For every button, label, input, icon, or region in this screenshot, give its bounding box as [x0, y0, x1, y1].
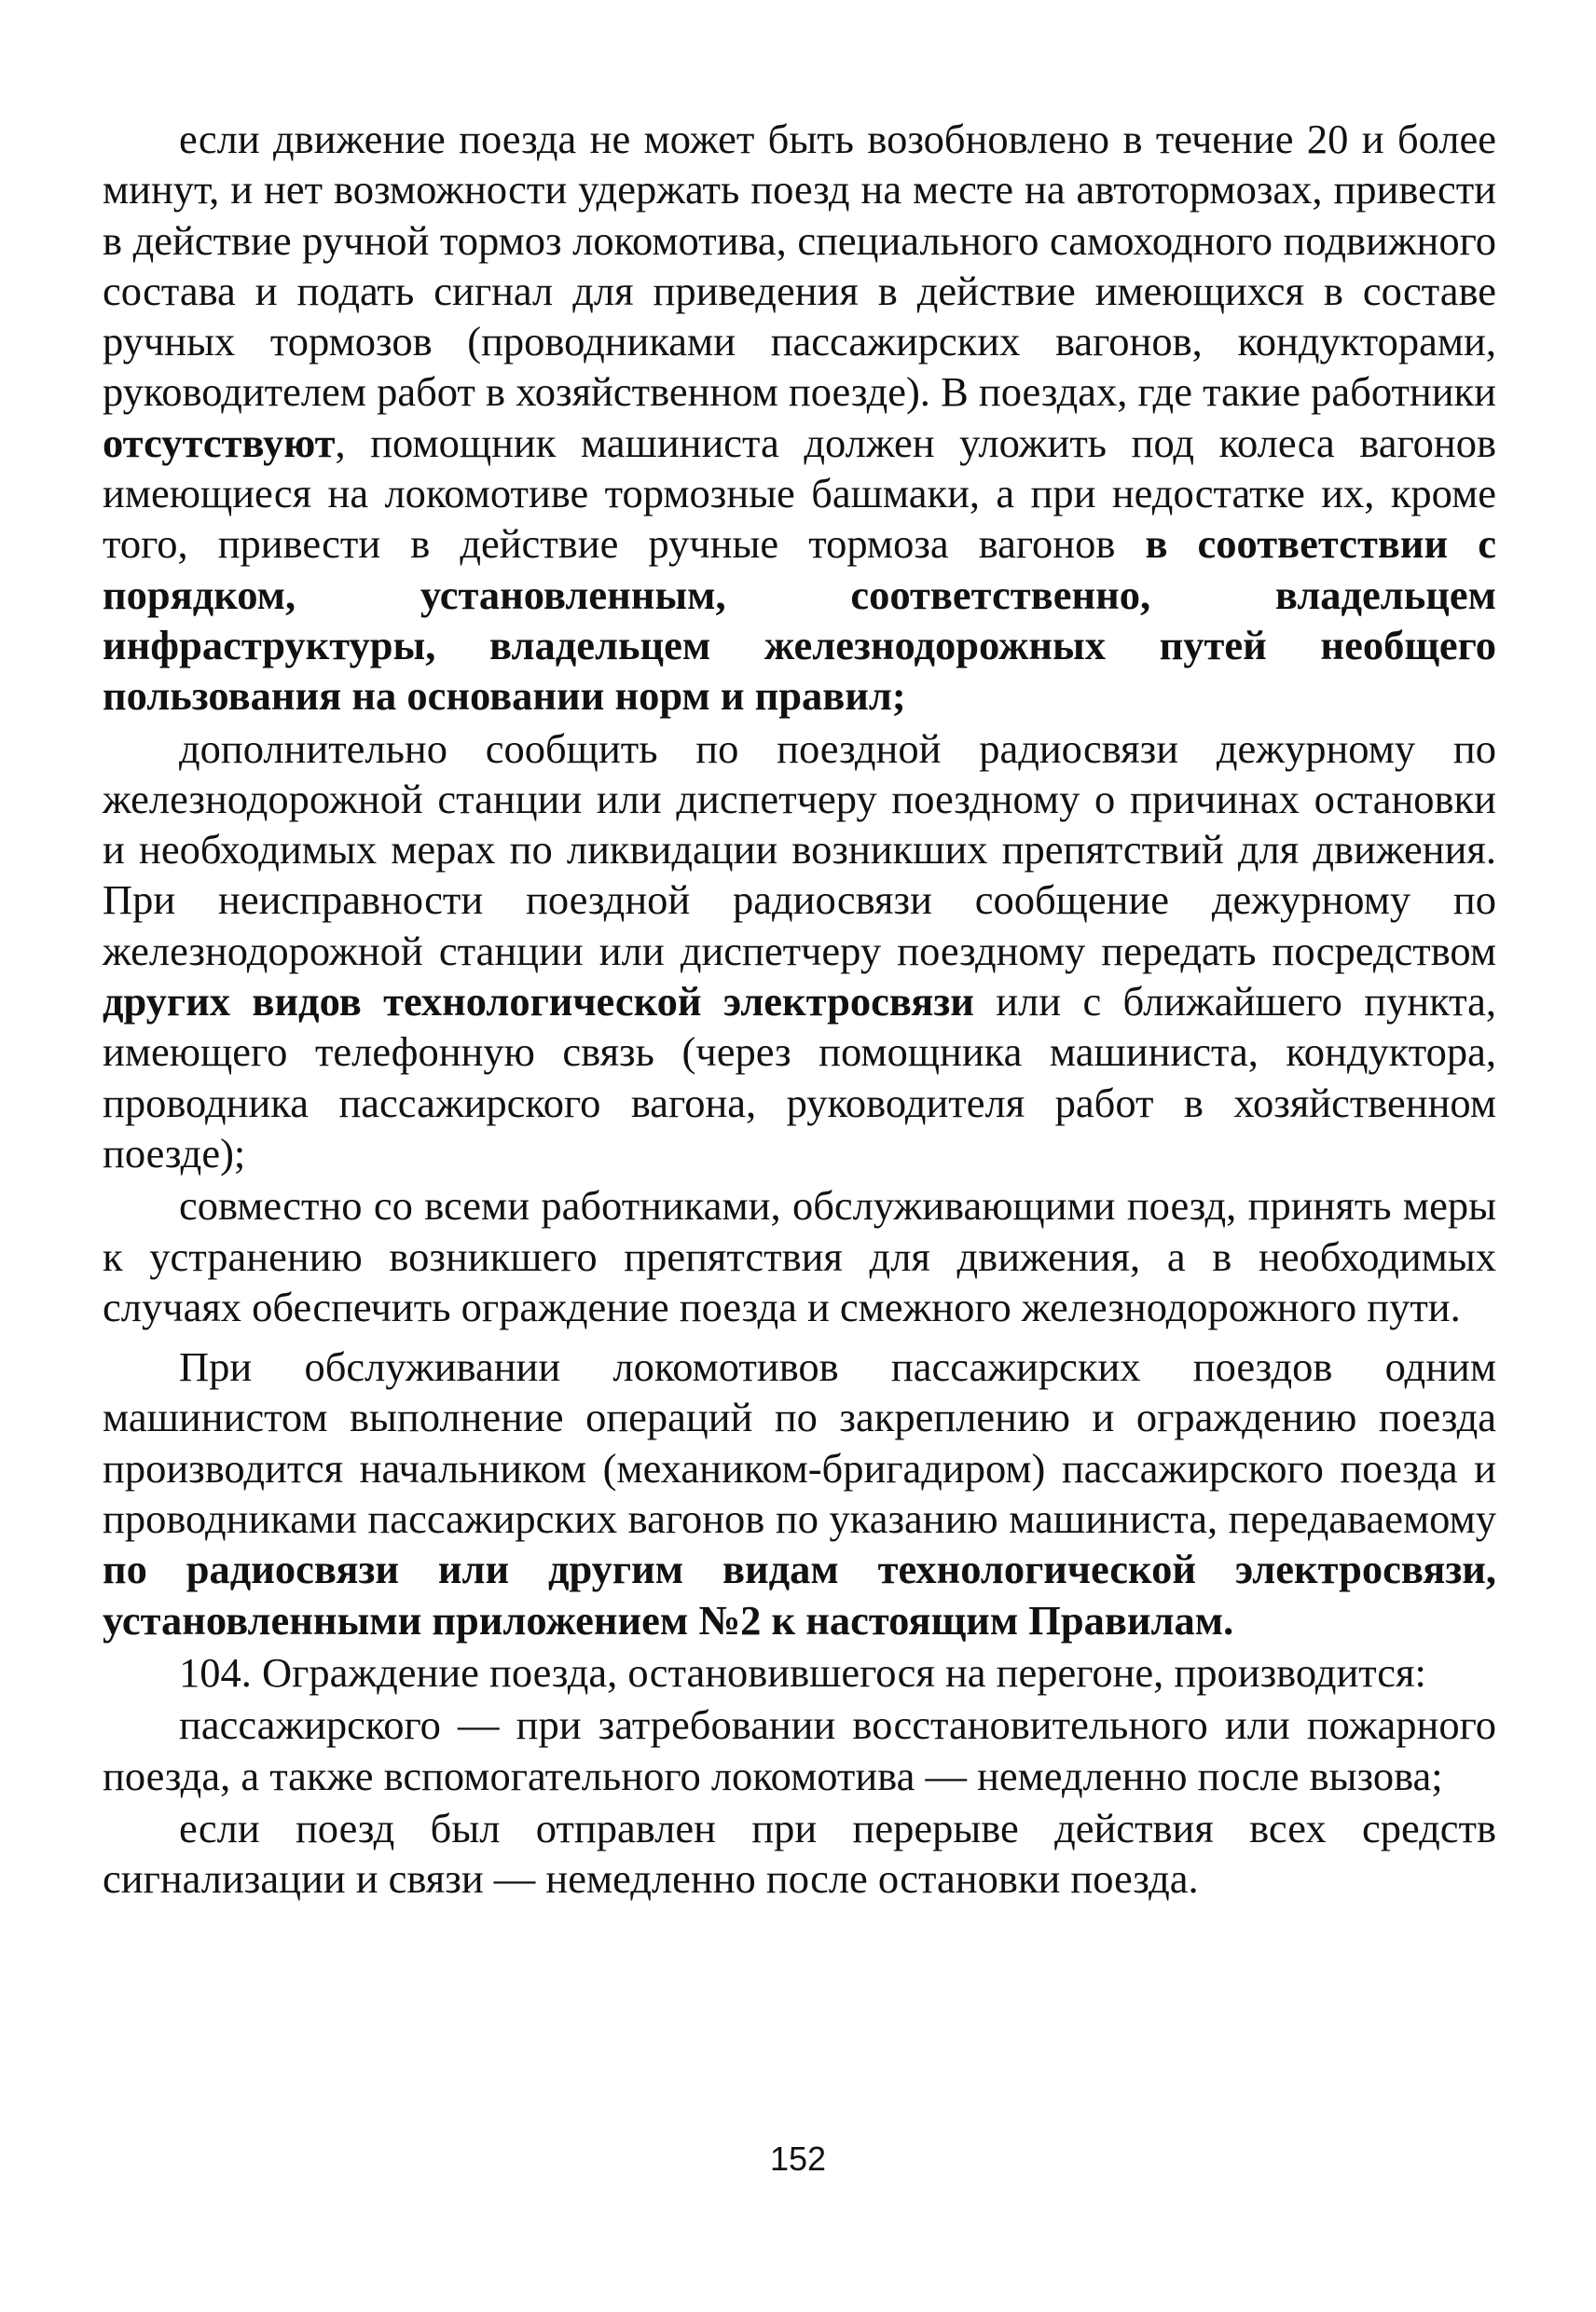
text-segment: совместно со всеми работниками, обслуживающими поезд, принять меры к устранению возникшего препятствия для движения, а в необходимых случаях обеспечить ограждение поезда и смежного железнодорожного пути.: [103, 1182, 1496, 1330]
paragraph-signal-outage: [103, 1803, 1496, 1905]
bold-text-segment: в соответствии с порядком, установленным, соответственно, владельцем инфраструктуры, владельцем железнодорожных путей необщего пользования на основании норм и правил;: [103, 520, 1496, 720]
paragraph-hand-brake: [103, 114, 1496, 722]
text-segment: дополнительно сообщить по поездной радиосвязи дежурному по железнодорожной станции или диспетчеру поездному о причинах остановки и необходимых мерах по ликвидации возникших препятствий для движения. При неисправности поездной радиосвязи сообщение дежурному по железнодорожной станции или диспетчеру поездному передать посредством: [103, 724, 1496, 974]
paragraph-passenger-train: [103, 1700, 1496, 1801]
bold-text-segment: по радиосвязи или другим видам технологической электросвязи, установленными приложением №2 к настоящим Правилам.: [103, 1546, 1496, 1644]
text-segment: пассажирского — при затребовании восстановительного или пожарного поезда, а также вспомогательного локомотива — немедленно после вызова;: [103, 1701, 1496, 1799]
bold-text-segment: отсутствуют: [103, 419, 336, 466]
paragraph-single-driver: [103, 1342, 1496, 1645]
body-text: [103, 114, 1496, 1904]
text-segment: , помощник машиниста должен уложить под колеса вагонов имеющиеся на локомотиве тормозные башмаки, а при недостатке их, кроме того, привести в действие ручные тормоза вагонов: [103, 419, 1496, 568]
paragraph-joint-measures: [103, 1180, 1496, 1332]
page-number: 152: [769, 2140, 827, 2178]
text-segment: или с ближайшего пункта, имеющего телефонную связь (через помощника машиниста, кондуктора, проводника пассажирского вагона, руководителя работ в хозяйственном поезде);: [103, 978, 1496, 1177]
text-segment: если поезд был отправлен при перерыве действия всех средств сигнализации и связи — немедленно после остановки поезда.: [103, 1804, 1496, 1903]
paragraph-section-104: [103, 1647, 1496, 1698]
text-segment: если движение поезда не может быть возобновлено в течение 20 и более минут, и нет возможности удержать поезд на месте на автотормозах, привести в действие ручной тормоз локомотива, специального самоходного подвижного состава и подать сигнал для приведения в действие имеющихся в составе ручных тормозов (проводниками пассажирских вагонов, кондукторами, руководителем работ в хозяйственном поезде). В поездах, где такие работники: [103, 116, 1496, 416]
paragraph-radio-report: [103, 723, 1496, 1179]
text-segment: 104. Ограждение поезда, остановившегося на перегоне, производится:: [179, 1648, 1426, 1696]
text-segment: При обслуживании локомотивов пассажирских поездов одним машинистом выполнение операций по закреплению и ограждению поезда производится начальником (механиком-бригадиром) пассажирского поезда и проводниками пассажирских вагонов по указанию машиниста, передаваемому: [103, 1343, 1496, 1543]
bold-text-segment: других видов технологической электросвязи: [103, 978, 974, 1025]
